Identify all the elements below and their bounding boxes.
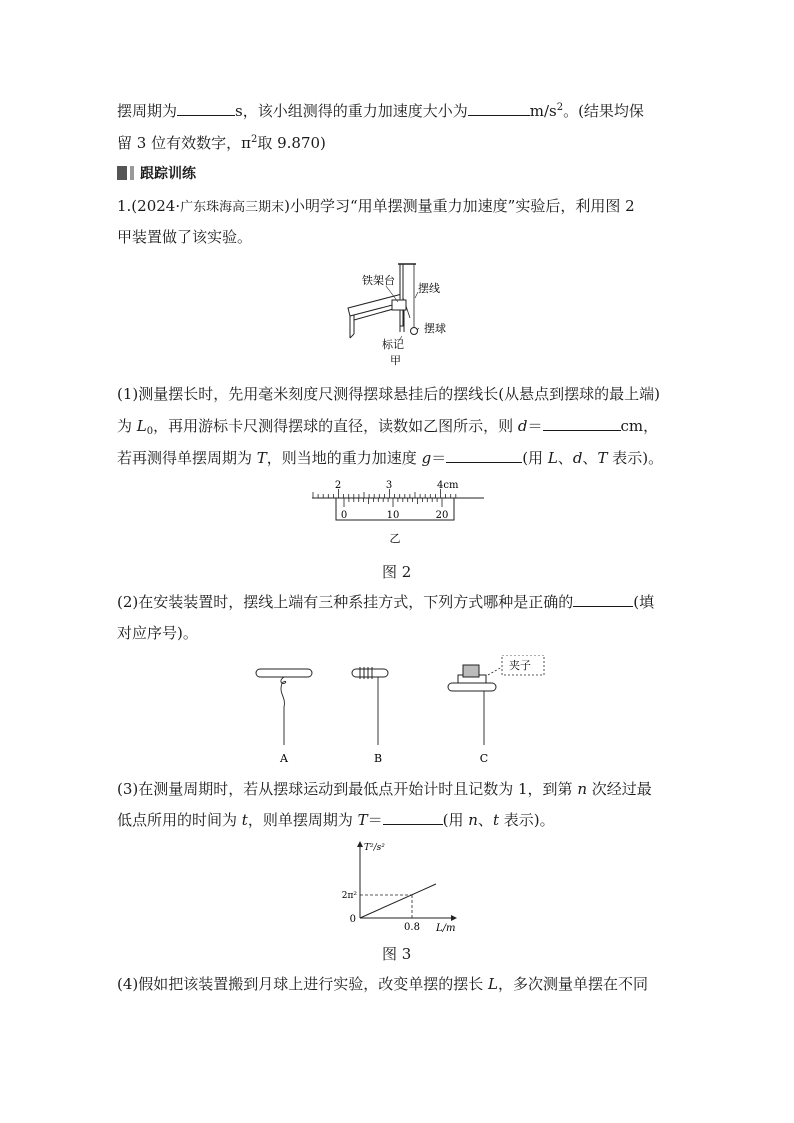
pendulum-apparatus-figure (340, 258, 460, 368)
text: (填 (633, 593, 655, 611)
text: 表示)。 (607, 449, 664, 467)
x-axis-label: L/m (436, 923, 456, 934)
heading-marker-icon (130, 166, 134, 180)
q1-line-1 (117, 196, 635, 218)
label-mark: 标记 (382, 338, 404, 351)
answer-blank (543, 416, 621, 431)
option-b-drawing (352, 667, 388, 745)
text: (3)在测量周期时，若从摆球运动到最低点开始计时且记数为 1，到第 (117, 780, 578, 798)
var: L (488, 975, 498, 993)
text: 表示)。 (498, 811, 555, 829)
q1-line-2 (117, 227, 252, 247)
var: T (256, 449, 267, 467)
text: 对应序号)。 (117, 624, 198, 642)
main-scale-label: 3 (385, 480, 393, 491)
p3-line-1 (117, 779, 652, 799)
var: n (577, 780, 588, 798)
heading-marker-icon (117, 166, 127, 180)
var: t (492, 811, 499, 829)
y-axis-label: T²/s² (364, 843, 385, 853)
section-heading (117, 163, 196, 183)
var: L (136, 417, 147, 435)
text: 、 (582, 449, 598, 467)
x-tick-label: 0.8 (404, 922, 420, 933)
var: g (421, 449, 432, 467)
vernier-scale-label: 0 (340, 510, 348, 521)
option-a-label: A (280, 752, 288, 765)
text: m/s (529, 102, 557, 120)
p4-line-1 (117, 974, 648, 994)
var: T (357, 811, 368, 829)
text: 摆周期为 (117, 102, 178, 120)
text: 、 (477, 811, 493, 829)
clamp-label: 夹子 (509, 659, 531, 672)
p2-line-2 (117, 623, 198, 643)
text: cm， (620, 417, 659, 435)
answer-blank (446, 448, 522, 463)
label-stand: 铁架台 (362, 274, 395, 287)
vernier-caliper-figure (308, 478, 488, 546)
intro-line-2 (117, 133, 326, 153)
text: ，多次测量单摆在不同 (498, 975, 649, 993)
text: 留 3 位有效数字，π (117, 134, 251, 152)
text: 1.(2024· (117, 197, 181, 215)
text: ＝ (367, 811, 383, 829)
figure-2-caption: 图 2 (382, 563, 412, 581)
main-scale-label: 4cm (437, 480, 459, 491)
text: ＝ (527, 417, 543, 435)
text: 甲装置做了该实验。 (117, 228, 253, 246)
answer-blank (573, 592, 633, 607)
option-a-drawing (256, 669, 312, 745)
text: (用 (442, 811, 469, 829)
intro-line-1 (117, 101, 644, 121)
caption-yi: 乙 (389, 532, 401, 545)
main-scale-label: 2 (334, 480, 342, 491)
text: )小明学习“用单摆测量重力加速度”实验后，利用图 2 (284, 197, 635, 215)
text: s，该小组测得的重力加速度大小为 (235, 102, 468, 120)
text: 取 9.870) (257, 134, 326, 152)
var: d (572, 449, 583, 467)
var: L (547, 449, 558, 467)
var: T (597, 449, 608, 467)
origin-label: 0 (349, 914, 356, 925)
hanging-methods-figure (248, 655, 558, 767)
t2-vs-l-graph (330, 838, 470, 938)
text: (4)假如把该装置搬到月球上进行实验，改变单摆的摆长 (117, 975, 489, 993)
p3-line-2 (117, 810, 555, 830)
answer-blank (468, 101, 530, 116)
text: ，则当地的重力加速度 (266, 449, 422, 467)
caption-jia: 甲 (390, 354, 401, 367)
text: (2)在安装装置时，摆线上端有三种系挂方式，下列方式哪种是正确的 (117, 593, 574, 611)
label-string: 摆线 (418, 282, 440, 295)
p1-line-1 (117, 384, 660, 404)
text: 若再测得单摆周期为 (117, 449, 257, 467)
label-ball: 摆球 (424, 322, 446, 335)
source-tag: 广东珠海高三期末 (180, 200, 285, 215)
var: n (468, 811, 478, 829)
p2-line-1 (117, 592, 654, 612)
text: 为 (117, 417, 137, 435)
text: (1)测量摆长时，先用毫米刻度尺测得摆球悬挂后的摆线长(从悬点到摆球的最上端) (117, 385, 660, 403)
section-title: 跟踪训练 (140, 166, 196, 182)
vernier-scale-label: 10 (386, 510, 400, 521)
exponent: 2 (250, 134, 258, 145)
subscript: 0 (146, 426, 154, 437)
answer-blank (383, 810, 443, 825)
option-c-label: C (479, 752, 489, 765)
text: 。(结果均保 (563, 102, 644, 120)
figure-3-caption: 图 3 (382, 945, 412, 963)
text: (用 (522, 449, 548, 467)
vernier-scale-label: 20 (435, 510, 449, 521)
data-line (360, 884, 436, 918)
text: 、 (557, 449, 573, 467)
answer-blank (177, 101, 235, 116)
exponent: 2 (556, 102, 564, 113)
text: ＝ (431, 449, 447, 467)
var: t (241, 811, 248, 829)
p1-line-3 (117, 448, 663, 468)
var: d (517, 417, 528, 435)
y-tick-label: 2π² (341, 891, 357, 901)
option-c-drawing (448, 655, 544, 745)
option-b-label: B (373, 752, 383, 765)
text: ，则单摆周期为 (247, 811, 358, 829)
text: 次经过最 (587, 780, 652, 798)
text: 低点所用的时间为 (117, 811, 242, 829)
p1-line-2 (117, 416, 658, 436)
text: ，再用游标卡尺测得摆球的直径，读数如乙图所示，则 (153, 417, 518, 435)
